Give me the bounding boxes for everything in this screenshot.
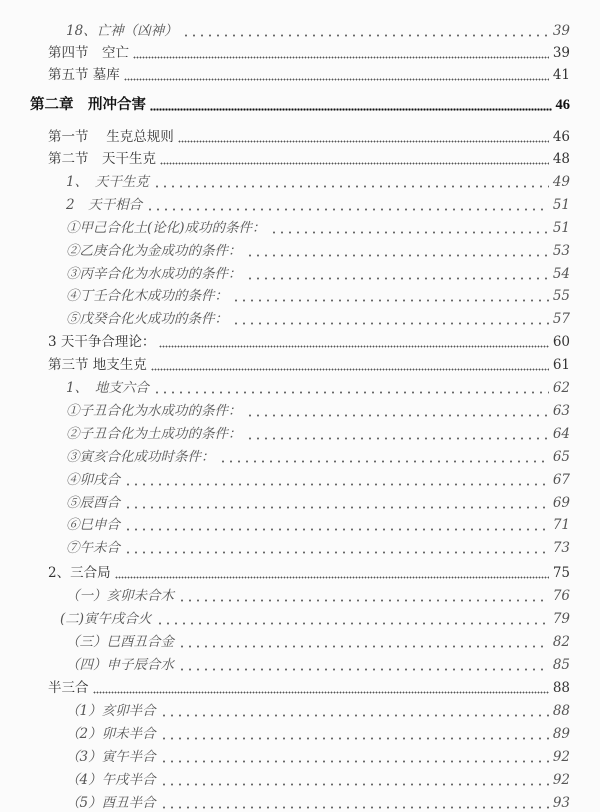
toc-entry[interactable] (0, 652, 570, 674)
toc-entry-title: ①甲己合化土(论化)成功的条件： (66, 220, 266, 236)
toc-entry-page: 53 (552, 243, 570, 259)
toc-entry[interactable] (0, 398, 570, 420)
toc-entry-title: （4）午戌半合 (66, 772, 156, 788)
toc-entry-page: 46 (552, 129, 570, 145)
toc-entry[interactable] (0, 352, 570, 374)
toc-entry-page: 55 (552, 288, 570, 304)
dot-leader (178, 634, 549, 648)
toc-entry-page: 79 (552, 611, 570, 627)
toc-entry[interactable] (0, 375, 570, 397)
toc-entry-title: 第五节 墓库 (48, 67, 120, 83)
dot-leader (124, 540, 549, 554)
dot-leader (232, 288, 549, 302)
toc-entry-title: ⑤辰酉合 (66, 495, 120, 511)
toc-entry[interactable] (0, 560, 570, 582)
toc-entry-title: 第二章 刑冲合害 (30, 97, 146, 113)
toc-entry-page: 64 (552, 426, 570, 442)
toc-entry-page: 85 (552, 657, 570, 673)
toc-entry-page: 89 (552, 726, 570, 742)
dot-leader (270, 220, 549, 234)
dot-leader (160, 795, 549, 809)
toc-entry-title: ④卯戌合 (66, 472, 120, 488)
toc-entry-title: （3）寅午半合 (66, 749, 156, 765)
toc-entry-title: 第三节 地支生克 (48, 357, 147, 373)
toc-entry[interactable] (0, 444, 570, 466)
dot-leader (159, 334, 548, 348)
toc-entry[interactable] (0, 283, 570, 305)
dot-leader (160, 726, 549, 740)
dot-leader (178, 129, 549, 143)
toc-entry-title: 第一节 生克总规则 (48, 129, 174, 145)
toc-entry[interactable] (0, 629, 570, 651)
toc-entry-page: 46 (555, 97, 570, 113)
toc-entry-page: 65 (552, 449, 570, 465)
dot-leader (160, 703, 549, 717)
toc-entry-title: 第四节 空亡 (48, 45, 129, 61)
toc-entry-title: （四）申子辰合水 (66, 657, 174, 673)
toc-entry-page: 41 (552, 67, 570, 83)
toc-entry[interactable] (0, 698, 570, 720)
toc-entry-page: 49 (552, 174, 570, 190)
toc-entry-page: 63 (552, 403, 570, 419)
toc-entry-page: 67 (552, 472, 570, 488)
toc-entry-title: ⑥巳申合 (66, 517, 120, 533)
toc-entry[interactable] (0, 535, 570, 557)
toc-entry-title: 半三合 (48, 680, 89, 696)
toc-entry-title: 1、 地支六合 (66, 380, 149, 396)
toc-chapter-entry[interactable] (0, 92, 570, 114)
dot-leader (133, 45, 549, 59)
dot-leader (124, 67, 549, 81)
dot-leader (153, 380, 549, 394)
toc-entry[interactable] (0, 790, 570, 812)
dot-leader (124, 495, 549, 509)
toc-entry[interactable] (0, 675, 570, 697)
toc-entry-title: （三）巳酉丑合金 (66, 634, 174, 650)
toc-entry-title: 18、亡神（凶神） (66, 23, 178, 39)
toc-entry-title: （5）酉丑半合 (66, 795, 156, 811)
toc-entry[interactable] (0, 192, 570, 214)
toc-entry-title: ⑤戊癸合化火成功的条件： (66, 311, 228, 327)
toc-entry-title: ③丙辛合化为水成功的条件： (66, 266, 242, 282)
toc-entry[interactable] (0, 767, 570, 789)
toc-entry-page: 88 (552, 703, 570, 719)
dot-leader (246, 243, 549, 257)
dot-leader (219, 449, 549, 463)
toc-entry-page: 69 (552, 495, 570, 511)
toc-entry-title: ②子丑合化为土成功的条件： (66, 426, 242, 442)
toc-entry[interactable] (0, 18, 570, 40)
toc-entry-page: 60 (552, 334, 570, 350)
dot-leader (160, 151, 549, 165)
toc-entry[interactable] (0, 329, 570, 351)
dot-leader (153, 174, 549, 188)
toc-entry-page: 51 (552, 220, 570, 236)
toc-entry[interactable] (0, 261, 570, 283)
toc-entry-page: 57 (552, 311, 570, 327)
toc-entry-page: 39 (552, 45, 570, 61)
dot-leader (124, 517, 549, 531)
dot-leader (150, 97, 552, 111)
toc-entry-title: 1、 天干生克 (66, 174, 149, 190)
toc-entry-page: 82 (552, 634, 570, 650)
toc-entry-title: 2、三合局 (48, 565, 111, 581)
toc-entry-page: 62 (552, 380, 570, 396)
toc-entry[interactable] (0, 744, 570, 766)
toc-entry-page: 48 (552, 151, 570, 167)
dot-leader (246, 403, 549, 417)
toc-entry-title: （一）亥卯未合木 (66, 588, 174, 604)
toc-entry[interactable] (0, 124, 570, 146)
toc-entry[interactable] (0, 306, 570, 328)
toc-entry[interactable] (0, 238, 570, 260)
toc-entry[interactable] (0, 512, 570, 534)
toc-entry[interactable] (0, 421, 570, 443)
toc-entry-page: 39 (552, 23, 570, 39)
toc-entry-title: 2 天干相合 (66, 197, 143, 213)
toc-entry-title: ④丁壬合化木成功的条件： (66, 288, 228, 304)
toc-entry-page: 93 (552, 795, 570, 811)
dot-leader (93, 680, 549, 694)
dot-leader (160, 772, 549, 786)
toc-entry-page: 75 (552, 565, 570, 581)
dot-leader (246, 266, 549, 280)
toc-entry-title: 第二节 天干生克 (48, 151, 156, 167)
toc-entry[interactable] (0, 490, 570, 512)
dot-leader (124, 472, 549, 486)
toc-entry-page: 92 (552, 772, 570, 788)
toc-entry-page: 61 (552, 357, 570, 373)
dot-leader (160, 749, 549, 763)
toc-entry-page: 73 (552, 540, 570, 556)
dot-leader (146, 197, 549, 211)
dot-leader (232, 311, 549, 325)
toc-entry[interactable] (0, 146, 570, 168)
toc-entry-title: ①子丑合化为水成功的条件： (66, 403, 242, 419)
dot-leader (156, 611, 549, 625)
toc-entry[interactable] (0, 40, 570, 62)
toc-entry[interactable] (0, 606, 570, 628)
dot-leader (178, 588, 549, 602)
toc-entry-page: 54 (552, 266, 570, 282)
toc-entry-title: ⑦午未合 (66, 540, 120, 556)
dot-leader (182, 23, 549, 37)
dot-leader (246, 426, 549, 440)
toc-entry[interactable] (0, 215, 570, 237)
toc-entry-title: （1）亥卯半合 (66, 703, 156, 719)
toc-entry[interactable] (0, 583, 570, 605)
toc-entry[interactable] (0, 169, 570, 191)
toc-entry[interactable] (0, 721, 570, 743)
toc-entry-title: ②乙庚合化为金成功的条件： (66, 243, 242, 259)
toc-entry-title: （2）卯未半合 (66, 726, 156, 742)
toc-entry[interactable] (0, 62, 570, 84)
dot-leader (151, 357, 549, 371)
toc-entry-title: 3 天干争合理论： (48, 334, 156, 350)
toc-entry[interactable] (0, 467, 570, 489)
toc-entry-page: 76 (552, 588, 570, 604)
toc-entry-page: 88 (552, 680, 570, 696)
toc-entry-page: 92 (552, 749, 570, 765)
toc-entry-title: (二)寅午戌合火 (60, 611, 152, 627)
dot-leader (178, 657, 549, 671)
toc-entry-page: 51 (552, 197, 570, 213)
toc-entry-title: ③寅亥合化成功时条件： (66, 449, 215, 465)
dot-leader (115, 565, 549, 579)
toc-entry-page: 71 (552, 517, 570, 533)
